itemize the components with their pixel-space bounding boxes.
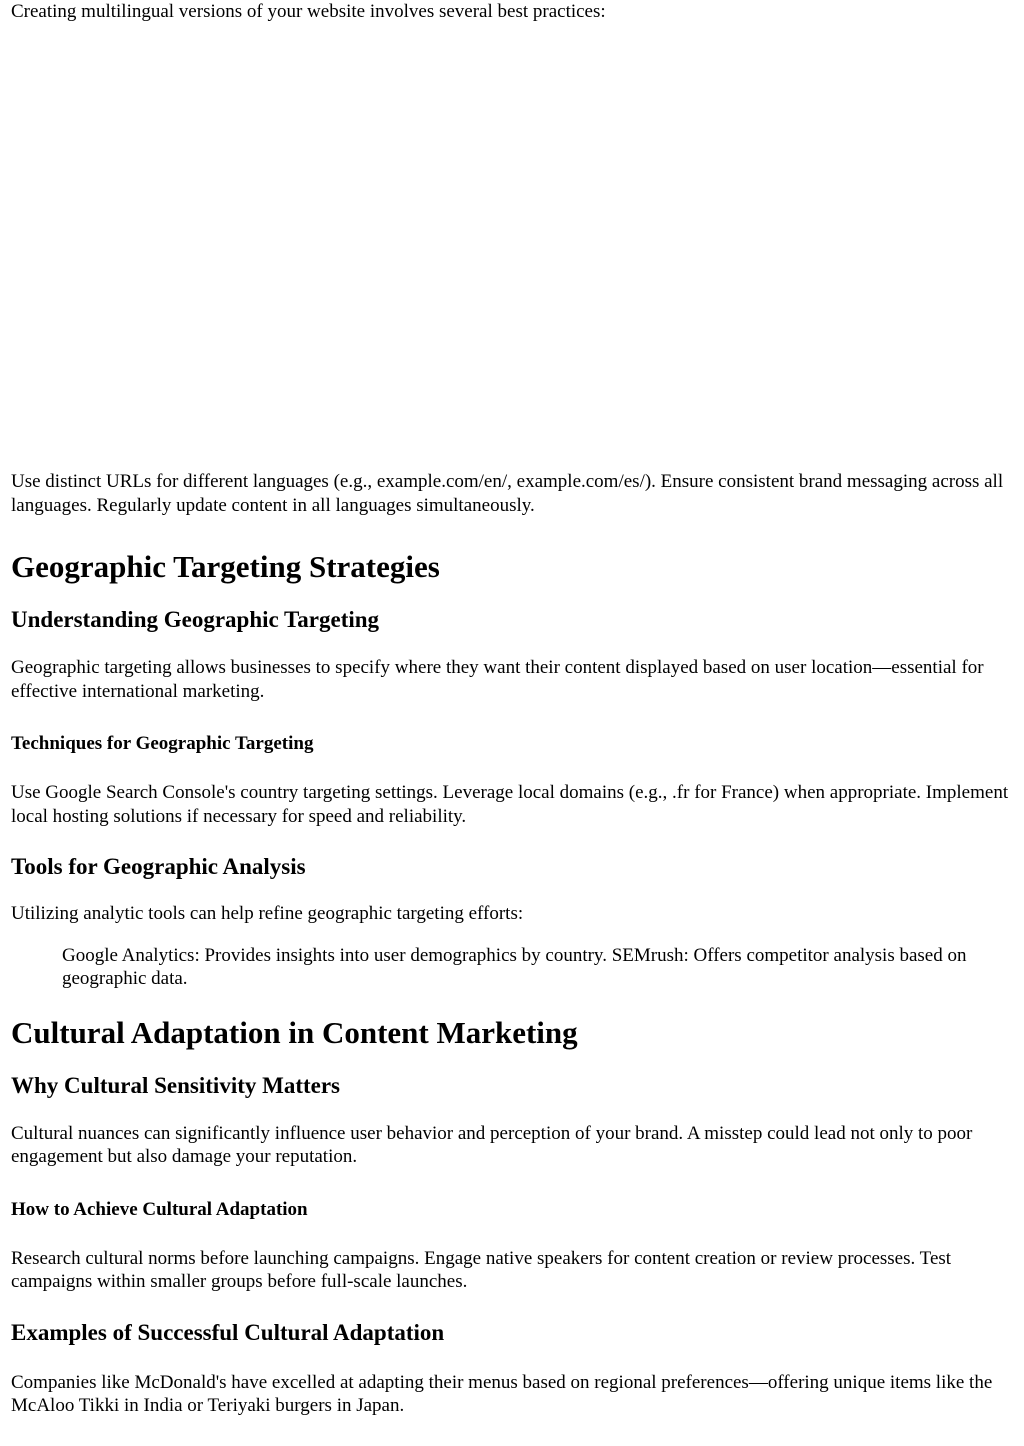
cultural-adaptation-heading: Cultural Adaptation in Content Marketing: [11, 1014, 578, 1050]
successful-examples-heading: Examples of Successful Cultural Adaptation: [11, 1319, 445, 1345]
tools-intro-paragraph: Utilizing analytic tools can help refine geographic targeting efforts:: [11, 903, 524, 924]
techniques-heading: Techniques for Geographic Targeting: [11, 733, 314, 754]
geographic-targeting-heading: Geographic Targeting Strategies: [11, 549, 440, 584]
successful-examples-paragraph: Companies like McDonald's have excelled at adapting their menus based on regional preferences—offering unique items like the McAloo Tikki in India or Teriyaki burgers in Japan.: [11, 1371, 993, 1416]
tools-heading: Tools for Geographic Analysis: [11, 854, 306, 879]
achieve-adaptation-heading: How to Achieve Cultural Adaptation: [11, 1198, 308, 1220]
understanding-geographic-targeting-paragraph: Geographic targeting allows businesses to specify where they want their content displayed based on user location—essential for effective international marketing.: [11, 657, 984, 702]
cultural-sensitivity-paragraph: Cultural nuances can significantly influence user behavior and perception of your brand. A misstep could lead not only to poor engagement but also damage your reputation.: [11, 1122, 973, 1167]
cultural-sensitivity-heading: Why Cultural Sensitivity Matters: [11, 1072, 341, 1098]
understanding-geographic-targeting-heading: Understanding Geographic Targeting: [11, 607, 380, 632]
achieve-adaptation-paragraph: Research cultural norms before launching campaigns. Engage native speakers for content creation or review processes. Test campaigns within smaller groups before full-scale launches.: [11, 1247, 952, 1292]
intro-paragraph: Creating multilingual versions of your website involves several best practices:: [11, 1, 606, 22]
tools-blockquote: Google Analytics: Provides insights into user demographics by country. SEMrush: Offers competitor analysis based on geographic data.: [62, 944, 967, 989]
techniques-paragraph: Use Google Search Console's country targeting settings. Leverage local domains (e.g., .fr for France) when appropriate. Implement local hosting solutions if necessary for speed and reliability.: [11, 782, 1009, 827]
blank-media-area: [11, 23, 1013, 470]
multilingual-practices-paragraph: Use distinct URLs for different languages (e.g., example.com/en/, example.com/es/). Ensure consistent brand messaging across all languages. Regularly update content in all languages simultaneously.: [11, 471, 1004, 516]
